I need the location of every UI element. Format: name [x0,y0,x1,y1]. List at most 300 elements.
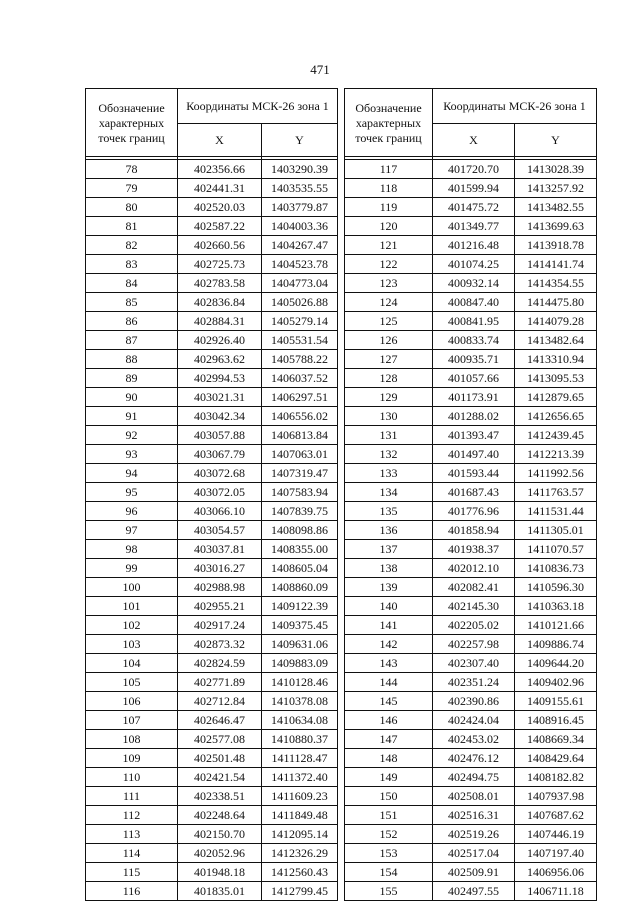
x-coordinate-cell: 403066.10 [178,502,262,521]
table-row [345,692,597,711]
point-number-cell: 147 [345,730,433,749]
x-coordinate-cell: 401948.18 [178,863,262,882]
x-coordinate-cell: 402836.84 [178,293,262,312]
table-row [86,559,338,578]
table-row [86,540,338,559]
x-coordinate-cell: 401497.40 [433,445,515,464]
x-coordinate-cell: 402424.04 [433,711,515,730]
x-coordinate-cell: 402356.66 [178,160,262,179]
y-coordinate-cell: 1405531.54 [262,331,338,350]
x-coordinate-cell: 401835.01 [178,882,262,901]
point-number-cell: 115 [86,863,178,882]
x-coordinate-cell: 402771.89 [178,673,262,692]
table-row [86,787,338,806]
x-coordinate-cell: 402052.96 [178,844,262,863]
point-number-cell: 140 [345,597,433,616]
point-number-cell: 138 [345,559,433,578]
x-coordinate-cell: 401687.43 [433,483,515,502]
table-row [86,331,338,350]
y-coordinate-cell: 1407446.19 [515,825,597,844]
y-coordinate-cell: 1409631.06 [262,635,338,654]
table-row [86,483,338,502]
point-number-cell: 137 [345,540,433,559]
coordinate-system-header: Координаты МСК-26 зона 1 [433,89,597,124]
point-number-cell: 120 [345,217,433,236]
point-number-cell: 139 [345,578,433,597]
point-number-cell: 88 [86,350,178,369]
table-row [86,578,338,597]
point-number-cell: 96 [86,502,178,521]
point-designation-header: Обозначение характерных точек границ [345,89,433,157]
y-coordinate-cell: 1411128.47 [262,749,338,768]
x-coordinate-cell: 402421.54 [178,768,262,787]
table-row [86,882,338,901]
x-coordinate-cell: 403057.88 [178,426,262,445]
table-row [345,540,597,559]
y-coordinate-cell: 1406956.06 [515,863,597,882]
point-designation-header: Обозначение характерных точек границ [86,89,178,157]
y-coordinate-cell: 1407937.98 [515,787,597,806]
y-coordinate-cell: 1406037.52 [262,369,338,388]
point-number-cell: 104 [86,654,178,673]
point-number-cell: 131 [345,426,433,445]
y-coordinate-cell: 1413310.94 [515,350,597,369]
y-coordinate-cell: 1407319.47 [262,464,338,483]
x-coordinate-cell: 400841.95 [433,312,515,331]
point-number-cell: 121 [345,236,433,255]
table-row [345,236,597,255]
y-coordinate-cell: 1409886.74 [515,635,597,654]
point-number-cell: 109 [86,749,178,768]
y-coordinate-cell: 1409155.61 [515,692,597,711]
y-coordinate-cell: 1408860.09 [262,578,338,597]
table-row [86,673,338,692]
table-row [86,692,338,711]
table-row [86,768,338,787]
x-coordinate-cell: 401288.02 [433,407,515,426]
point-number-cell: 135 [345,502,433,521]
y-coordinate-cell: 1414354.55 [515,274,597,293]
x-coordinate-cell: 402926.40 [178,331,262,350]
point-number-cell: 123 [345,274,433,293]
table-row [86,426,338,445]
table-row [86,198,338,217]
y-coordinate-cell: 1411372.40 [262,768,338,787]
y-coordinate-cell: 1413918.78 [515,236,597,255]
x-coordinate-cell: 401938.37 [433,540,515,559]
table-row [86,255,338,274]
coordinates-body-left [86,160,338,901]
y-coordinate-cell: 1410128.46 [262,673,338,692]
point-number-cell: 105 [86,673,178,692]
x-coordinate-cell: 402520.03 [178,198,262,217]
table-row [86,369,338,388]
table-row [345,882,597,901]
point-number-cell: 80 [86,198,178,217]
table-row [345,654,597,673]
x-coordinate-cell: 402476.12 [433,749,515,768]
x-coordinate-cell: 401074.25 [433,255,515,274]
point-number-cell: 102 [86,616,178,635]
point-number-cell: 129 [345,388,433,407]
point-number-cell: 153 [345,844,433,863]
point-number-cell: 86 [86,312,178,331]
coordinate-system-header: Координаты МСК-26 зона 1 [178,89,338,124]
y-coordinate-cell: 1412095.14 [262,825,338,844]
y-coordinate-cell: 1413257.92 [515,179,597,198]
table-row [345,749,597,768]
y-coordinate-cell: 1412799.45 [262,882,338,901]
table-row [345,426,597,445]
point-number-cell: 141 [345,616,433,635]
table-row [345,578,597,597]
table-row [345,844,597,863]
point-number-cell: 94 [86,464,178,483]
table-row [345,274,597,293]
table-row [345,388,597,407]
coordinates-table-left [85,88,338,901]
x-coordinate-cell: 402955.21 [178,597,262,616]
point-number-cell: 90 [86,388,178,407]
x-coordinate-cell: 400932.14 [433,274,515,293]
x-column-header: X [433,124,515,157]
y-coordinate-cell: 1409644.20 [515,654,597,673]
y-coordinate-cell: 1409883.09 [262,654,338,673]
y-coordinate-cell: 1412560.43 [262,863,338,882]
table-row [345,331,597,350]
x-coordinate-cell: 402783.58 [178,274,262,293]
y-coordinate-cell: 1411609.23 [262,787,338,806]
y-coordinate-cell: 1404523.78 [262,255,338,274]
point-number-cell: 134 [345,483,433,502]
table-row [86,730,338,749]
x-coordinate-cell: 402497.55 [433,882,515,901]
y-coordinate-cell: 1412213.39 [515,445,597,464]
y-coordinate-cell: 1408182.82 [515,768,597,787]
table-row [86,160,338,179]
x-coordinate-cell: 402884.31 [178,312,262,331]
table-row [86,502,338,521]
x-column-header: X [178,124,262,157]
y-coordinate-cell: 1412326.29 [262,844,338,863]
y-coordinate-cell: 1408605.04 [262,559,338,578]
y-coordinate-cell: 1403535.55 [262,179,338,198]
table-row [345,179,597,198]
x-coordinate-cell: 402509.91 [433,863,515,882]
table-row [86,597,338,616]
y-coordinate-cell: 1411070.57 [515,540,597,559]
y-coordinate-cell: 1406813.84 [262,426,338,445]
y-coordinate-cell: 1408669.34 [515,730,597,749]
page-number: 471 [310,62,330,77]
y-coordinate-cell: 1405788.22 [262,350,338,369]
x-coordinate-cell: 400833.74 [433,331,515,350]
table-row [345,483,597,502]
y-coordinate-cell: 1408916.45 [515,711,597,730]
point-number-cell: 144 [345,673,433,692]
y-coordinate-cell: 1413482.55 [515,198,597,217]
point-number-cell: 118 [345,179,433,198]
y-coordinate-cell: 1413095.53 [515,369,597,388]
point-number-cell: 125 [345,312,433,331]
point-number-cell: 154 [345,863,433,882]
point-number-cell: 152 [345,825,433,844]
table-row [345,293,597,312]
y-coordinate-cell: 1410596.30 [515,578,597,597]
table-row [86,217,338,236]
table-row [345,255,597,274]
point-number-cell: 150 [345,787,433,806]
y-coordinate-cell: 1408098.86 [262,521,338,540]
table-row [86,236,338,255]
y-coordinate-cell: 1410836.73 [515,559,597,578]
y-coordinate-cell: 1404267.47 [262,236,338,255]
table-row [345,768,597,787]
point-number-cell: 92 [86,426,178,445]
point-number-cell: 142 [345,635,433,654]
x-coordinate-cell: 401593.44 [433,464,515,483]
x-coordinate-cell: 403016.27 [178,559,262,578]
y-coordinate-cell: 1414079.28 [515,312,597,331]
x-coordinate-cell: 402725.73 [178,255,262,274]
point-number-cell: 97 [86,521,178,540]
point-number-cell: 151 [345,806,433,825]
table-row [86,749,338,768]
x-coordinate-cell: 401776.96 [433,502,515,521]
table-row [345,369,597,388]
point-number-cell: 145 [345,692,433,711]
point-number-cell: 100 [86,578,178,597]
x-coordinate-cell: 402646.47 [178,711,262,730]
table-row [345,521,597,540]
x-coordinate-cell: 402517.04 [433,844,515,863]
point-number-cell: 112 [86,806,178,825]
point-number-cell: 114 [86,844,178,863]
table-row [86,388,338,407]
point-number-cell: 148 [345,749,433,768]
table-row [345,464,597,483]
table-row [345,673,597,692]
point-number-cell: 136 [345,521,433,540]
point-number-cell: 99 [86,559,178,578]
point-number-cell: 107 [86,711,178,730]
point-number-cell: 133 [345,464,433,483]
y-coordinate-cell: 1409375.45 [262,616,338,635]
table-row [86,179,338,198]
coordinates-table-right [344,88,597,901]
point-number-cell: 130 [345,407,433,426]
table-row [86,616,338,635]
x-coordinate-cell: 403067.79 [178,445,262,464]
point-number-cell: 95 [86,483,178,502]
y-coordinate-cell: 1413028.39 [515,160,597,179]
table-row [345,730,597,749]
x-coordinate-cell: 401475.72 [433,198,515,217]
table-row [345,825,597,844]
y-coordinate-cell: 1410880.37 [262,730,338,749]
y-coordinate-cell: 1407063.01 [262,445,338,464]
x-coordinate-cell: 402257.98 [433,635,515,654]
x-coordinate-cell: 401057.66 [433,369,515,388]
table-row [86,825,338,844]
point-number-cell: 106 [86,692,178,711]
y-coordinate-cell: 1405026.88 [262,293,338,312]
point-number-cell: 84 [86,274,178,293]
point-number-cell: 126 [345,331,433,350]
point-number-cell: 108 [86,730,178,749]
x-coordinate-cell: 400935.71 [433,350,515,369]
table-row [86,445,338,464]
point-number-cell: 155 [345,882,433,901]
point-number-cell: 81 [86,217,178,236]
x-coordinate-cell: 402082.41 [433,578,515,597]
x-coordinate-cell: 402577.08 [178,730,262,749]
x-coordinate-cell: 401173.91 [433,388,515,407]
y-coordinate-cell: 1411849.48 [262,806,338,825]
table-row [86,654,338,673]
table-row [345,350,597,369]
table-row [345,559,597,578]
x-coordinate-cell: 403021.31 [178,388,262,407]
y-coordinate-cell: 1411305.01 [515,521,597,540]
x-coordinate-cell: 402205.02 [433,616,515,635]
y-coordinate-cell: 1414141.74 [515,255,597,274]
point-number-cell: 83 [86,255,178,274]
x-coordinate-cell: 402351.24 [433,673,515,692]
x-coordinate-cell: 402248.64 [178,806,262,825]
y-coordinate-cell: 1411531.44 [515,502,597,521]
y-coordinate-cell: 1403290.39 [262,160,338,179]
y-coordinate-cell: 1407197.40 [515,844,597,863]
point-number-cell: 132 [345,445,433,464]
table-row [86,521,338,540]
y-coordinate-cell: 1407583.94 [262,483,338,502]
y-coordinate-cell: 1408355.00 [262,540,338,559]
y-column-header: Y [262,124,338,157]
y-coordinate-cell: 1409402.96 [515,673,597,692]
point-number-cell: 110 [86,768,178,787]
y-coordinate-cell: 1411992.56 [515,464,597,483]
point-number-cell: 127 [345,350,433,369]
y-coordinate-cell: 1410121.66 [515,616,597,635]
table-row [86,293,338,312]
y-coordinate-cell: 1407839.75 [262,502,338,521]
y-coordinate-cell: 1411763.57 [515,483,597,502]
x-coordinate-cell: 403072.05 [178,483,262,502]
y-coordinate-cell: 1413482.64 [515,331,597,350]
x-coordinate-cell: 402873.32 [178,635,262,654]
y-coordinate-cell: 1405279.14 [262,312,338,331]
x-coordinate-cell: 401599.94 [433,179,515,198]
y-coordinate-cell: 1410363.18 [515,597,597,616]
table-row [345,597,597,616]
y-coordinate-cell: 1407687.62 [515,806,597,825]
point-number-cell: 149 [345,768,433,787]
point-number-cell: 122 [345,255,433,274]
x-coordinate-cell: 402519.26 [433,825,515,844]
x-coordinate-cell: 402508.01 [433,787,515,806]
table-row [345,616,597,635]
table-row [86,806,338,825]
point-number-cell: 89 [86,369,178,388]
table-row [86,274,338,293]
x-coordinate-cell: 403054.57 [178,521,262,540]
point-number-cell: 113 [86,825,178,844]
point-number-cell: 78 [86,160,178,179]
y-coordinate-cell: 1409122.39 [262,597,338,616]
point-number-cell: 128 [345,369,433,388]
point-number-cell: 79 [86,179,178,198]
table-row [345,502,597,521]
x-coordinate-cell: 402587.22 [178,217,262,236]
table-row [86,635,338,654]
table-row [345,160,597,179]
x-coordinate-cell: 401858.94 [433,521,515,540]
x-coordinate-cell: 402501.48 [178,749,262,768]
x-coordinate-cell: 401720.70 [433,160,515,179]
y-coordinate-cell: 1410634.08 [262,711,338,730]
x-coordinate-cell: 403037.81 [178,540,262,559]
table-row [345,445,597,464]
y-coordinate-cell: 1406297.51 [262,388,338,407]
point-number-cell: 87 [86,331,178,350]
table-row [86,312,338,331]
point-number-cell: 143 [345,654,433,673]
table-row [345,407,597,426]
y-coordinate-cell: 1406711.18 [515,882,597,901]
x-coordinate-cell: 400847.40 [433,293,515,312]
point-number-cell: 85 [86,293,178,312]
x-coordinate-cell: 403072.68 [178,464,262,483]
coordinates-body-right [345,160,597,901]
x-coordinate-cell: 402494.75 [433,768,515,787]
table-row [345,198,597,217]
y-coordinate-cell: 1404003.36 [262,217,338,236]
x-coordinate-cell: 402963.62 [178,350,262,369]
x-coordinate-cell: 402390.86 [433,692,515,711]
x-coordinate-cell: 402145.30 [433,597,515,616]
x-coordinate-cell: 402453.02 [433,730,515,749]
table-row [86,863,338,882]
point-number-cell: 103 [86,635,178,654]
x-coordinate-cell: 402917.24 [178,616,262,635]
y-coordinate-cell: 1412656.65 [515,407,597,426]
x-coordinate-cell: 402516.31 [433,806,515,825]
point-number-cell: 146 [345,711,433,730]
x-coordinate-cell: 402712.84 [178,692,262,711]
point-number-cell: 117 [345,160,433,179]
table-row [345,312,597,331]
table-row [86,407,338,426]
table-row [345,806,597,825]
table-row [86,711,338,730]
y-coordinate-cell: 1403779.87 [262,198,338,217]
point-number-cell: 91 [86,407,178,426]
y-coordinate-cell: 1410378.08 [262,692,338,711]
table-row [86,464,338,483]
x-coordinate-cell: 402660.56 [178,236,262,255]
x-coordinate-cell: 401393.47 [433,426,515,445]
x-coordinate-cell: 402441.31 [178,179,262,198]
x-coordinate-cell: 402994.53 [178,369,262,388]
x-coordinate-cell: 401216.48 [433,236,515,255]
point-number-cell: 101 [86,597,178,616]
x-coordinate-cell: 401349.77 [433,217,515,236]
point-number-cell: 82 [86,236,178,255]
table-row [345,217,597,236]
y-coordinate-cell: 1413699.63 [515,217,597,236]
y-coordinate-cell: 1404773.04 [262,274,338,293]
